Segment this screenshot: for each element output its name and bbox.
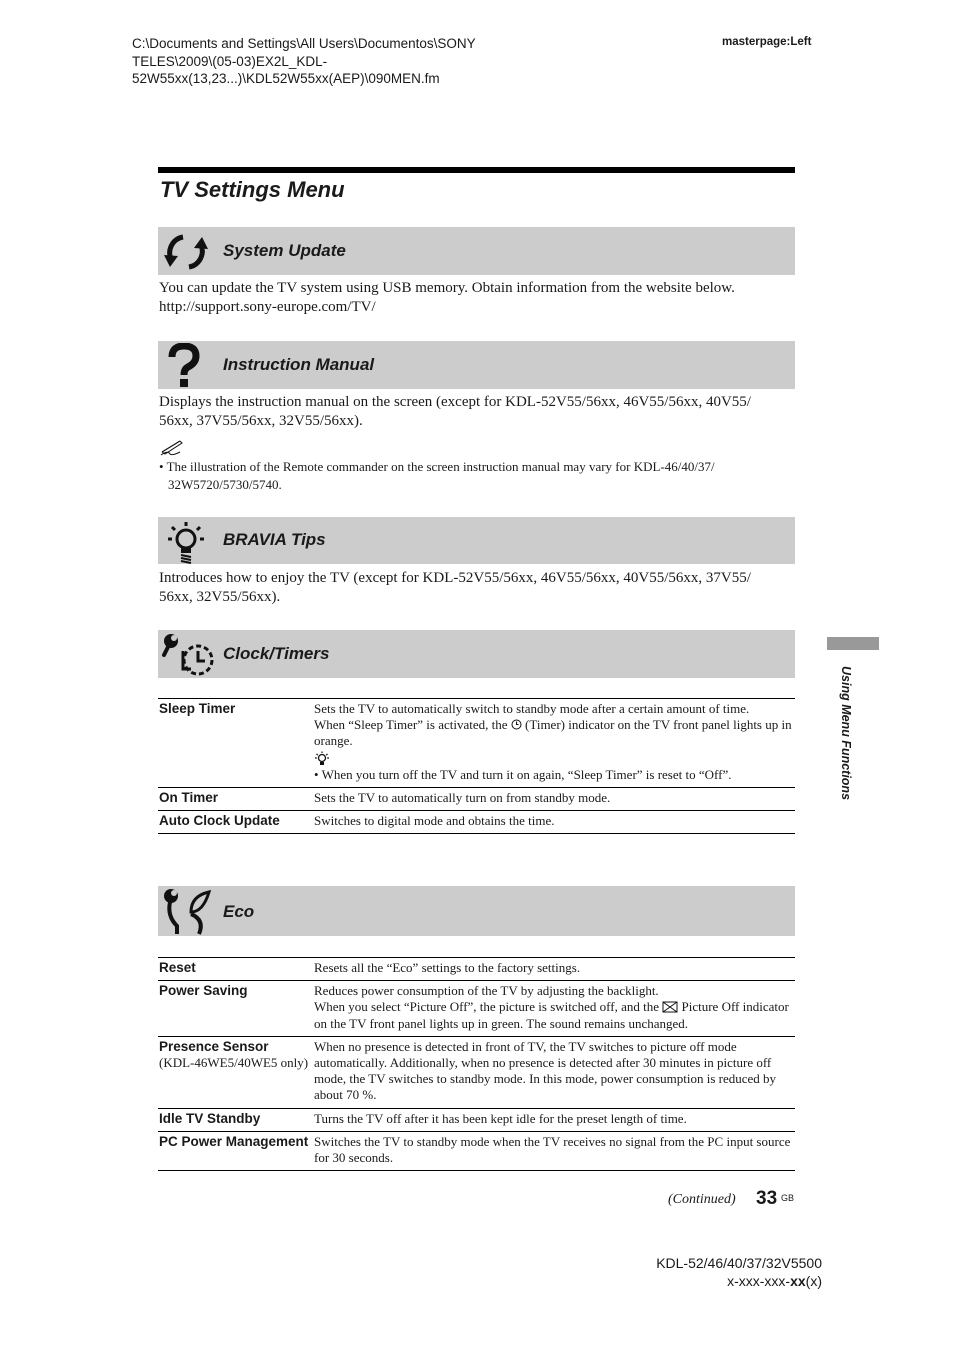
term-label: Presence Sensor (159, 1038, 269, 1054)
lightbulb-icon (161, 519, 211, 565)
table-row (158, 1131, 795, 1170)
table-row (158, 1036, 795, 1108)
description-cell: Resets all the “Eco” settings to the factory settings. (314, 958, 795, 981)
continued-label: (Continued) (668, 1192, 736, 1207)
page-number: 33 (756, 1188, 778, 1209)
system-update-text (159, 279, 799, 317)
section-title: System Update (223, 241, 346, 260)
eco-leaf-wrench-icon (161, 886, 217, 936)
description-text: Reduces power consumption of the TV by adjusting the backlight. (314, 983, 659, 999)
description-fragment: When “Sleep Timer” is activated, the (314, 717, 511, 733)
bravia-tips-text (159, 569, 799, 607)
paragraph-line: You can update the TV system using USB memory. Obtain information from the website below. (159, 280, 735, 296)
description-cell: Switches to digital mode and obtains the time. (314, 811, 795, 834)
side-tab-marker (827, 637, 879, 650)
page-title: TV Settings Menu (160, 177, 345, 202)
term-cell: Idle TV Standby (158, 1108, 314, 1131)
term-cell: Power Saving (158, 981, 314, 1037)
section-header-eco (158, 886, 795, 936)
file-path-header (132, 35, 552, 88)
description-fragment: (Timer) indicator on the TV front panel lights up in orange. (314, 717, 792, 749)
section-title: BRAVIA Tips (223, 530, 326, 549)
term-cell: Sleep Timer (158, 699, 314, 788)
title-rule (158, 167, 795, 173)
section-header-system-update (158, 227, 795, 275)
table-row (158, 981, 795, 1037)
clock-wrench-icon (161, 631, 217, 679)
picture-off-icon (662, 1001, 678, 1013)
term-cell: PC Power Management (158, 1131, 314, 1170)
description-cell (314, 981, 795, 1037)
note-line: • The illustration of the Remote commander on the screen instruction manual may vary for KDL-46/40/37/ (159, 459, 715, 474)
timer-icon (511, 719, 522, 730)
description-cell: When no presence is detected in front of TV, the TV switches to picture off mode automatically. Additionally, when no presence is detected after 30 minutes in picture off mode, the TV switches to standby mode. In this mode, power consumption is reduced by about 70 %. (314, 1036, 795, 1108)
code-suffix: (x) (805, 1273, 822, 1289)
description-text (314, 717, 795, 749)
description-cell (314, 699, 795, 788)
description-cell: Turns the TV off after it has been kept idle for the preset length of time. (314, 1108, 795, 1131)
support-url: http://support.sony-europe.com/TV/ (159, 299, 376, 315)
section-header-clock-timers (158, 630, 795, 678)
description-text: Sets the TV to automatically switch to standby mode after a certain amount of time. (314, 701, 750, 716)
clock-timers-table (158, 698, 795, 834)
file-path-line: C:\Documents and Settings\All Users\Documentos\SONY (132, 36, 476, 51)
paragraph-line: 56xx, 37V55/56xx, 32V55/56xx). (159, 413, 363, 429)
term-cell: On Timer (158, 787, 314, 810)
description-cell: Switches the TV to standby mode when the TV receives no signal from the PC input source for 30 seconds. (314, 1131, 795, 1170)
refresh-icon (161, 229, 211, 275)
table-row (158, 787, 795, 810)
section-title: Clock/Timers (223, 644, 330, 663)
section-title: Instruction Manual (223, 355, 375, 374)
instruction-manual-text (159, 393, 799, 431)
table-row (158, 1108, 795, 1131)
section-title: Eco (223, 902, 255, 921)
term-cell: Auto Clock Update (158, 811, 314, 834)
tip-lightbulb-icon (314, 751, 330, 767)
term-sublabel: (KDL-46WE5/40WE5 only) (159, 1055, 309, 1071)
table-row (158, 811, 795, 834)
page-suffix: GB (781, 1193, 795, 1203)
description-fragment: Picture Off indicator on the TV front panel lights up in green. The sound remains unchanged. (314, 999, 789, 1031)
description-fragment: When you select “Picture Off”, the picture is switched off, and the (314, 999, 663, 1015)
masterpage-label: masterpage:Left (722, 36, 812, 48)
description-cell: Sets the TV to automatically turn on from standby mode. (314, 787, 795, 810)
tip-text: • When you turn off the TV and turn it on again, “Sleep Timer” is reset to “Off”. (314, 766, 732, 782)
term-cell (158, 1036, 314, 1108)
model-number: KDL-52/46/40/37/32V5500 (656, 1255, 822, 1271)
file-path-line: 52W55xx(13,23...)\KDL52W55xx(AEP)\090MEN.fm (132, 71, 440, 86)
table-row (158, 699, 795, 788)
file-path-line: TELES\2009\(05-03)EX2L_KDL- (132, 53, 328, 69)
code-bold: xx (790, 1273, 806, 1289)
section-header-bravia-tips (158, 517, 795, 564)
code-prefix: x-xxx-xxx- (727, 1273, 791, 1289)
term-cell: Reset (158, 958, 314, 981)
document-code (651, 1273, 822, 1289)
eco-table (158, 957, 795, 1171)
question-mark-icon (161, 343, 211, 389)
paragraph-line: 56xx, 32V55/56xx). (159, 589, 281, 605)
paragraph-line: Displays the instruction manual on the screen (except for KDL-52V55/56xx, 46V55/56xx, 40V55/ (159, 394, 751, 410)
section-header-instruction-manual (158, 341, 795, 389)
note-pen-icon (160, 438, 186, 456)
side-tab-label: Using Menu Functions (839, 666, 853, 801)
instruction-manual-note (159, 458, 795, 494)
paragraph-line: Introduces how to enjoy the TV (except for KDL-52V55/56xx, 46V55/56xx, 40V55/56xx, 37V55/ (159, 570, 751, 586)
description-text (314, 999, 795, 1031)
table-row (158, 958, 795, 981)
note-line: 32W5720/5730/5740. (168, 477, 282, 492)
